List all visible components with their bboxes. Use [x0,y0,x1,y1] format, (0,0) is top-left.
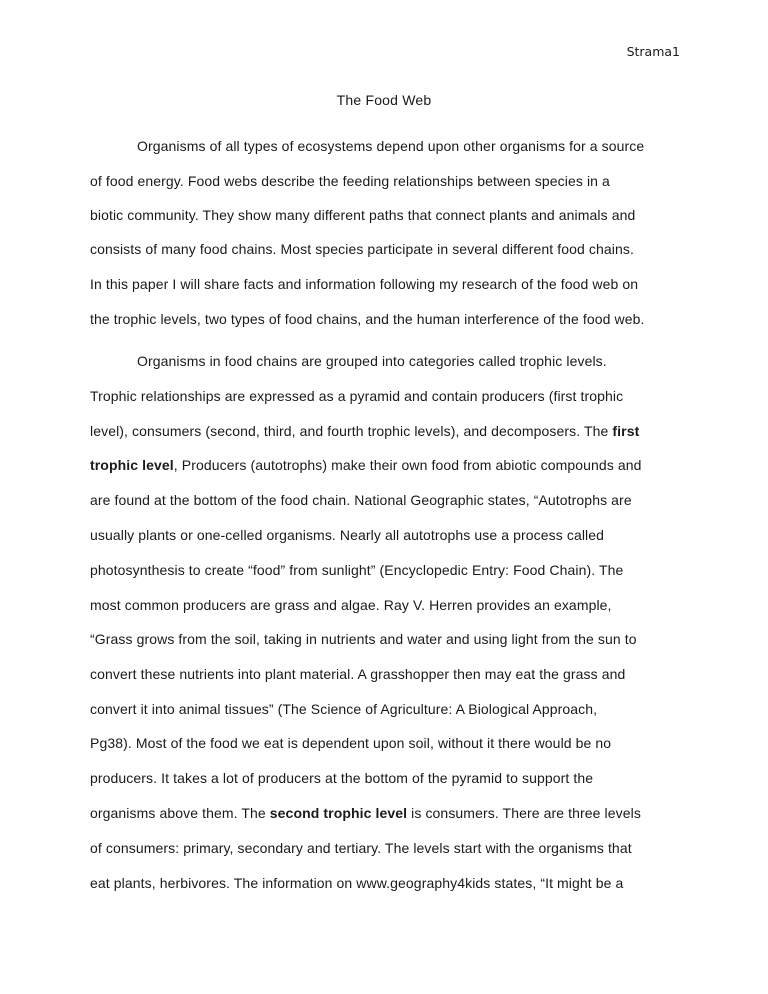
line-text: level), consumers (second, third, and fourth trophic levels), and decomposers. The [90,423,613,439]
paragraph-line [90,804,641,822]
paragraph-line: Organisms in food chains are grouped into categories called trophic levels. [137,353,607,369]
page-title: The Food Web [336,92,432,108]
paragraph-line: biotic community. They show many different paths that connect plants and animals and [90,207,636,223]
bold-term: trophic level [90,457,174,473]
paragraph-line: usually plants or one-celled organisms. Nearly all autotrophs use a process called [90,527,605,543]
paragraph-line: of food energy. Food webs describe the feeding relationships between species in a [90,173,610,189]
paragraph-line: convert it into animal tissues” (The Science of Agriculture: A Biological Approach, [90,701,598,717]
paragraph-line: of consumers: primary, secondary and tertiary. The levels start with the organisms that [90,840,632,856]
paragraph-line: convert these nutrients into plant material. A grasshopper then may eat the grass and [90,666,626,682]
paragraph-line: Organisms of all types of ecosystems depend upon other organisms for a source [137,138,645,154]
paragraph-line: Pg38). Most of the food we eat is dependent upon soil, without it there would be no [90,735,612,751]
paragraph-line: In this paper I will share facts and information following my research of the food web on [90,276,639,292]
line-text: organisms above them. The [90,805,270,821]
paragraph-line: eat plants, herbivores. The information on www.geography4kids states, “It might be a [90,875,624,891]
bold-term: first [612,423,640,439]
paragraph-line: the trophic levels, two types of food chains, and the human interference of the food web. [90,311,645,327]
paragraph-line: “Grass grows from the soil, taking in nutrients and water and using light from the sun to [90,631,637,647]
running-head: Strama1 [626,44,680,59]
paragraph-line: are found at the bottom of the food chain. National Geographic states, “Autotrophs are [90,492,632,508]
paragraph-line: producers. It takes a lot of producers at the bottom of the pyramid to support the [90,770,594,786]
paragraph-line [90,456,642,474]
paragraph-line: Trophic relationships are expressed as a pyramid and contain producers (first trophic [90,388,624,404]
line-text: , Producers (autotrophs) make their own food from abiotic compounds and [173,457,642,473]
bold-term: second trophic level [269,805,408,821]
paragraph-line: photosynthesis to create “food” from sunlight” (Encyclopedic Entry: Food Chain). The [90,562,624,578]
paragraph-line: consists of many food chains. Most species participate in several different food chains. [90,241,634,257]
paragraph-line: most common producers are grass and algae. Ray V. Herren provides an example, [90,597,612,613]
line-text: is consumers. There are three levels [407,805,641,821]
paragraph-line [90,422,639,440]
